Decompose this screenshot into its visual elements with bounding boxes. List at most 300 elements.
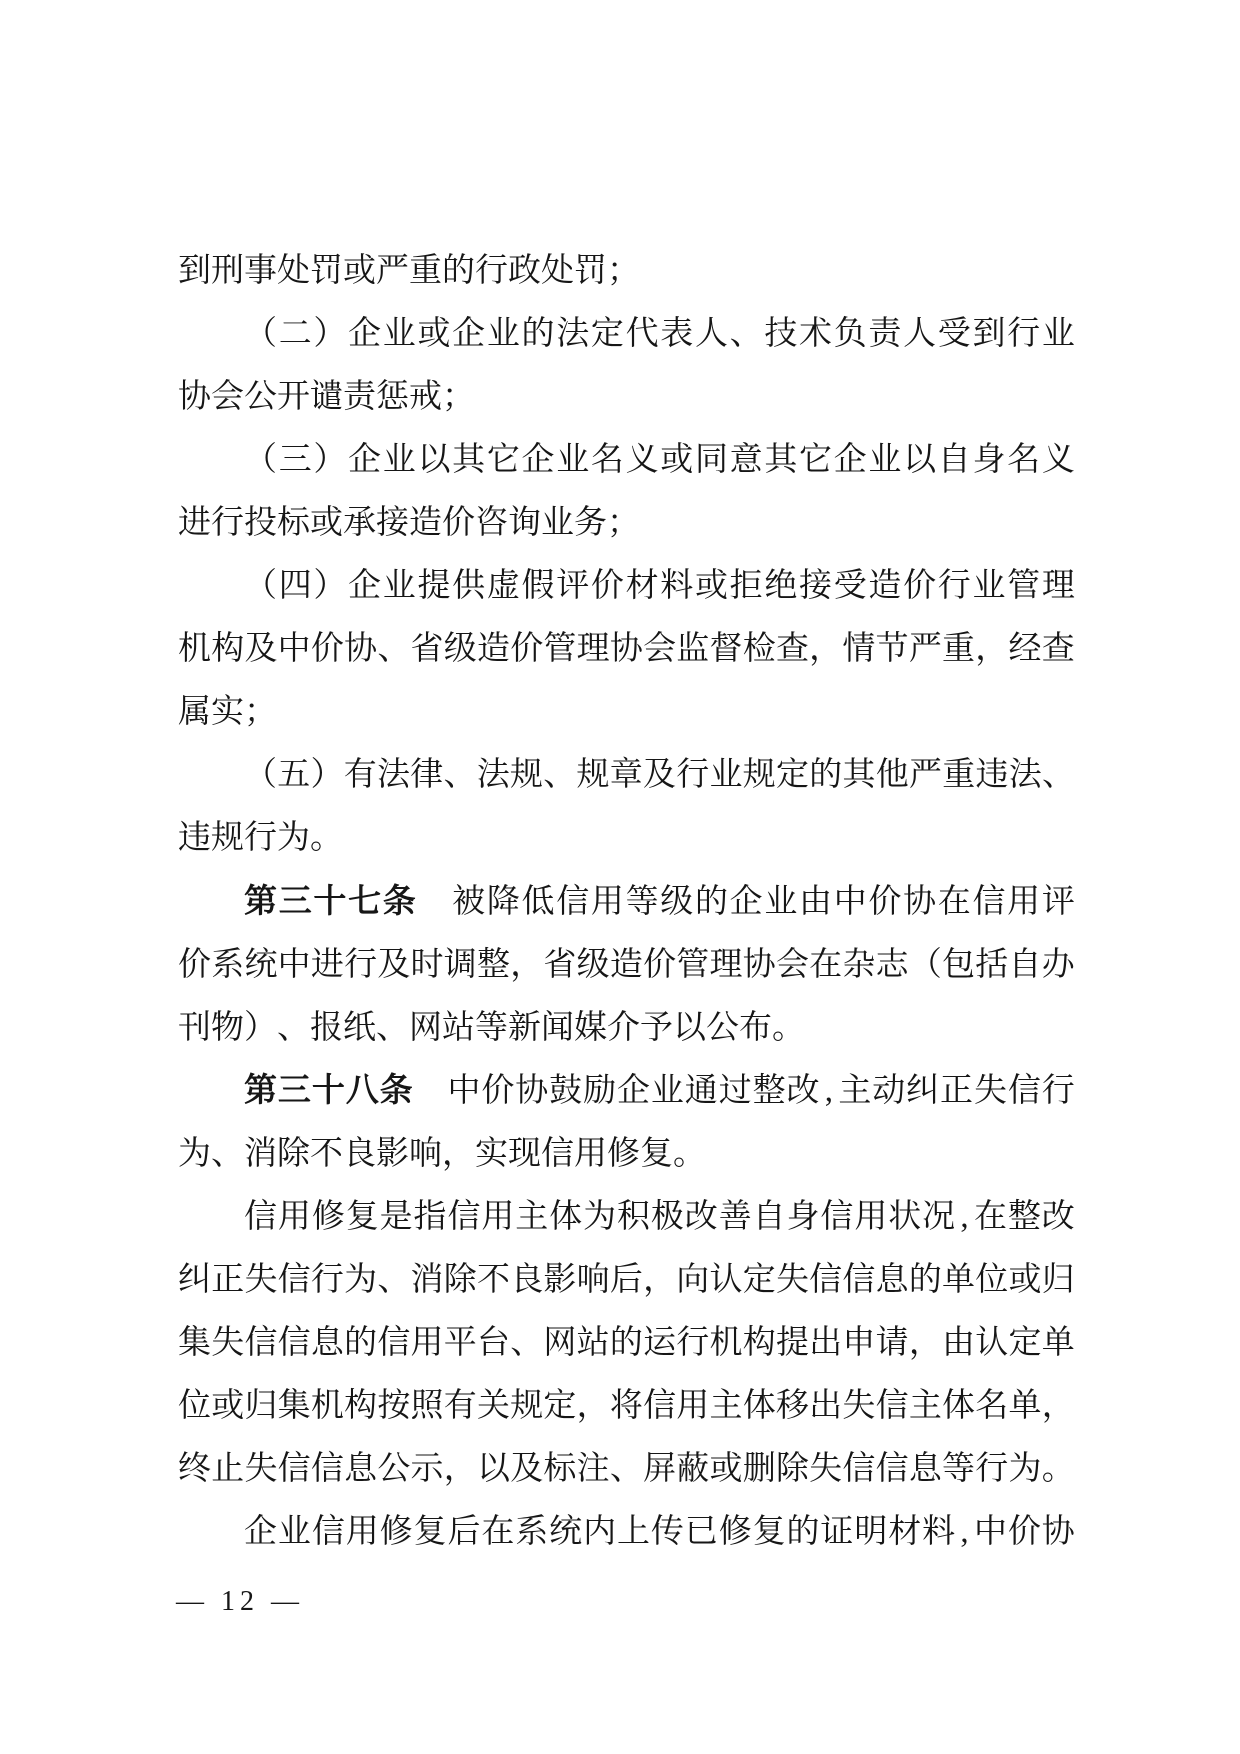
glyph: 或 [211,1388,245,1425]
glyph: 为 [344,1262,378,1299]
glyph: 整 [1007,1198,1041,1235]
glyph: 信 [541,1135,574,1172]
glyph: 善 [718,1198,752,1235]
glyph: 在 [809,946,843,983]
glyph: 意 [729,441,763,478]
glyph: 行 [475,252,508,289]
glyph: 或 [310,504,343,541]
glyph: 失 [244,1262,278,1299]
glyph: 或 [660,441,694,478]
glyph: 管 [1007,568,1041,605]
glyph: 实 [211,694,244,731]
glyph: （ [244,757,277,794]
glyph: 指 [413,1198,447,1235]
glyph: 人 [694,315,728,352]
glyph: 材 [888,1514,922,1551]
glyph: 站 [576,1325,610,1362]
glyph: 失 [973,1072,1007,1109]
glyph: 布 [739,1009,772,1046]
glyph: 影 [543,1262,577,1299]
glyph: 构 [344,1388,378,1425]
glyph: 属 [178,694,211,731]
glyph: 法 [556,315,590,352]
glyph: 位 [975,1262,1009,1299]
glyph: 业 [486,315,520,352]
glyph: 况 [922,1198,956,1235]
text-line [178,1123,1075,1186]
glyph: 信 [972,883,1006,920]
glyph: 删 [742,1451,776,1488]
glyph: 或 [417,315,451,352]
glyph: 身 [972,441,1006,478]
glyph: 改 [786,1072,820,1109]
text-line [178,997,1075,1060]
glyph: 事 [244,252,277,289]
glyph: 被 [452,883,486,920]
glyph: 良 [510,1262,544,1299]
glyph: 以 [476,1451,510,1488]
glyph [414,1073,447,1111]
glyph: 进 [178,504,211,541]
glyph: 理 [1041,568,1075,605]
glyph: 刊 [178,1009,211,1046]
text-line [178,745,1075,808]
glyph: 的 [521,315,555,352]
glyph: 律 [410,757,444,794]
glyph: 后 [609,1262,643,1299]
document-text [178,240,1075,1565]
glyph: 现 [508,1135,541,1172]
glyph: 止 [211,1451,245,1488]
glyph: 进 [310,946,344,983]
glyph: 十 [313,883,347,920]
glyph: 术 [799,315,832,352]
glyph: 报 [310,1009,343,1046]
glyph: 罚 [310,252,343,289]
glyph: 业 [709,757,743,794]
glyph: 供 [452,568,486,605]
glyph: 、 [729,315,763,352]
glyph: 他 [875,757,909,794]
glyph: 它 [799,441,832,478]
glyph: 业 [382,568,416,605]
glyph: 协 [515,1072,549,1109]
glyph: , [960,1198,969,1235]
glyph: 用 [345,1514,379,1551]
glyph: 影 [376,1135,409,1172]
glyph: 价 [310,631,344,668]
glyph: 修 [311,1198,345,1235]
glyph: 办 [1041,946,1075,983]
glyph: 构 [211,631,245,668]
glyph: 理 [709,946,743,983]
glyph: 自 [752,1198,786,1235]
glyph: 失 [244,1451,278,1488]
glyph: 关 [476,1388,510,1425]
glyph: 良 [343,1135,376,1172]
glyph: 、 [277,1009,310,1046]
glyph: 认 [975,1325,1009,1362]
glyph: 企 [348,315,382,352]
glyph: 为 [1008,1451,1042,1488]
glyph: 申 [842,1325,876,1362]
glyph: 定 [742,1262,776,1299]
glyph: 用 [574,1135,607,1172]
glyph: 行 [937,568,971,605]
glyph: 省 [410,631,444,668]
glyph: 刑 [211,252,244,289]
glyph: 开 [277,378,310,415]
glyph: 代 [625,315,659,352]
glyph: 会 [643,631,677,668]
glyph: 过 [718,1072,752,1109]
glyph: 三 [278,883,312,920]
glyph: 省 [543,946,577,983]
glyph: 等 [475,1009,508,1046]
glyph: 息 [310,1325,344,1362]
glyph: 七 [348,883,382,920]
glyph: 正 [211,1262,245,1299]
glyph: 网 [543,1325,577,1362]
glyph: 志 [875,946,909,983]
text-line [178,808,1075,871]
glyph: 务 [574,504,607,541]
glyph: 业 [764,883,798,920]
glyph: （ [244,441,277,478]
text-line [178,1376,1075,1439]
glyph: 违 [178,820,211,857]
glyph: 情 [842,631,876,668]
glyph: 示 [410,1451,444,1488]
glyph: 。 [673,1135,706,1172]
glyph: 纠 [906,1072,940,1109]
glyph: 责 [343,378,376,415]
glyph: 惩 [376,378,409,415]
glyph: 主 [838,1072,872,1109]
glyph: 信 [556,883,590,920]
glyph: 的 [609,1325,643,1362]
glyph: 企 [348,441,382,478]
glyph: 信 [244,1198,277,1235]
glyph: 复 [752,1514,786,1551]
glyph: ， [510,946,544,983]
glyph: 屏 [643,1451,677,1488]
glyph: 或 [1008,1262,1042,1299]
glyph: 不 [310,1135,343,1172]
glyph: 同 [694,441,728,478]
glyph: 行 [676,1325,710,1362]
glyph: 通 [684,1072,718,1109]
glyph: 谴 [310,378,343,415]
glyph: 消 [410,1262,444,1299]
glyph: 价 [643,946,677,983]
glyph: 行 [344,946,378,983]
glyph: 主 [908,1388,942,1425]
page-footer [176,1580,304,1624]
glyph: （ [908,946,942,983]
glyph: 定 [590,315,624,352]
glyph: 用 [676,1388,710,1425]
glyph: 第 [244,883,277,920]
glyph: 提 [775,1325,809,1362]
glyph: 虚 [486,568,520,605]
glyph: ， [443,1451,477,1488]
glyph: 自 [937,441,971,478]
glyph: 法 [377,757,410,794]
glyph: 价 [481,1072,515,1109]
glyph: 行 [310,1262,344,1299]
glyph: 价 [903,568,937,605]
glyph: 信 [842,1451,876,1488]
glyph: 级 [443,631,477,668]
glyph: 价 [1007,1514,1041,1551]
glyph: 或 [694,568,728,605]
glyph: 证 [820,1514,854,1551]
glyph: 明 [854,1514,888,1551]
glyph: 第 [244,1072,277,1109]
glyph: ） [313,568,347,605]
glyph: 、 [376,1009,409,1046]
glyph: 消 [244,1135,277,1172]
glyph: 用 [481,1198,515,1235]
glyph: 动 [872,1072,906,1109]
glyph: 价 [442,504,475,541]
glyph: 复 [640,1135,673,1172]
glyph: 中 [447,1072,481,1109]
glyph: 站 [442,1009,475,1046]
glyph: 十 [311,1072,345,1109]
glyph: 用 [590,883,624,920]
glyph: 息 [875,1262,909,1299]
glyph: 经 [1008,631,1042,668]
text-line [178,429,1075,492]
glyph: 负 [833,315,867,352]
glyph: 行 [676,757,710,794]
glyph: 励 [583,1072,617,1109]
glyph: 规 [510,1388,544,1425]
glyph: 、 [377,1262,411,1299]
glyph: 主 [515,1198,549,1235]
page-number: — 12 — [176,1586,304,1617]
glyph: 或 [343,252,376,289]
glyph: 信 [310,1451,344,1488]
glyph: 三 [277,1072,311,1109]
glyph: 内 [583,1514,617,1551]
glyph: 运 [643,1325,677,1362]
text-line [178,1313,1075,1376]
glyph: , [824,1072,834,1109]
glyph: 杂 [842,946,876,983]
glyph: 系 [211,946,245,983]
glyph: 括 [975,946,1009,983]
glyph: 询 [508,504,541,541]
glyph: 体 [549,1198,583,1235]
glyph: 认 [709,1262,743,1299]
glyph: 的 [786,1514,820,1551]
glyph: 人 [903,315,937,352]
glyph: 业 [1041,315,1075,352]
glyph: 机 [709,1325,743,1362]
glyph: 企 [616,1072,650,1109]
glyph: 章 [609,757,643,794]
glyph: 材 [625,568,659,605]
glyph: 行 [244,820,277,857]
glyph: 台 [476,1325,510,1362]
glyph: 位 [178,1388,211,1425]
glyph: 料 [922,1514,956,1551]
glyph: 节 [875,631,909,668]
glyph: 或 [709,1451,743,1488]
glyph: 息 [344,1451,378,1488]
glyph: 业 [650,1072,684,1109]
glyph: 行 [975,1451,1009,1488]
glyph: 整 [752,1072,786,1109]
glyph: 定 [1008,1325,1042,1362]
glyph: 其 [842,757,876,794]
glyph: 为 [583,1198,617,1235]
glyph: 失 [809,1451,843,1488]
glyph: 集 [277,1388,311,1425]
glyph: 业 [277,1514,311,1551]
glyph: 企 [729,883,763,920]
glyph: 三 [278,441,312,478]
glyph: 到 [972,315,1006,352]
glyph: 等 [942,1451,976,1488]
glyph: 复 [345,1198,379,1235]
glyph: 用 [1007,883,1041,920]
glyph: 规 [211,820,244,857]
text-line [178,1060,1075,1123]
glyph: 网 [409,1009,442,1046]
glyph: 信 [875,1388,909,1425]
glyph: 有 [443,1388,477,1425]
glyph: 物 [211,1009,244,1046]
glyph: 假 [521,568,555,605]
text-line [178,682,1075,745]
glyph: 会 [211,378,244,415]
glyph: 中 [833,883,867,920]
glyph: 除 [775,1451,809,1488]
glyph: 规 [510,757,543,794]
glyph: ； [607,504,640,541]
glyph: 行 [211,504,244,541]
glyph: 降 [486,883,520,920]
glyph: 业 [382,315,416,352]
glyph: 法 [476,757,510,794]
text-line [178,492,1075,555]
text-line [178,1250,1075,1313]
glyph: 二 [278,315,312,352]
glyph: 戒 [409,378,442,415]
glyph: 自 [1008,946,1042,983]
glyph: 低 [521,883,555,920]
glyph: 咨 [475,504,508,541]
text-line [178,871,1075,934]
glyph: 响 [576,1262,610,1299]
glyph: 、 [211,1135,244,1172]
glyph: 法 [1008,757,1042,794]
glyph: 的 [442,252,475,289]
glyph: 名 [1007,441,1041,478]
glyph: 企 [244,1514,277,1551]
glyph: 企 [452,315,486,352]
glyph: 体 [942,1388,976,1425]
glyph: 移 [775,1388,809,1425]
glyph: 罚 [574,252,607,289]
glyph: 造 [476,631,510,668]
glyph: 信 [809,1262,843,1299]
glyph: 信 [277,1325,311,1362]
glyph: 信 [875,1451,909,1488]
glyph: 监 [676,631,710,668]
glyph: 蔽 [676,1451,710,1488]
glyph: 请 [875,1325,909,1362]
glyph: 新 [508,1009,541,1046]
glyph: 失 [842,1388,876,1425]
glyph: 的 [809,757,843,794]
glyph: 定 [543,1388,577,1425]
text-line [178,1186,1075,1249]
glyph: 调 [443,946,477,983]
glyph: 是 [379,1198,413,1235]
glyph: ） [244,1009,277,1046]
glyph: 用 [277,1198,311,1235]
glyph: 除 [277,1135,310,1172]
glyph: 协 [344,631,378,668]
glyph: 理 [576,631,610,668]
glyph: 业 [556,441,590,478]
glyph: 实 [475,1135,508,1172]
glyph: 技 [764,315,798,352]
glyph: 介 [607,1009,640,1046]
glyph: 身 [786,1198,820,1235]
glyph: 受 [937,315,971,352]
glyph: 单 [942,1262,976,1299]
glyph: 除 [443,1262,477,1299]
glyph: 注 [576,1451,610,1488]
glyph: 信 [1007,1072,1041,1109]
glyph: 后 [447,1514,481,1551]
glyph: （ [244,568,277,605]
glyph: 由 [799,883,832,920]
glyph: 平 [443,1325,477,1362]
glyph: 改 [684,1198,718,1235]
glyph: 价 [590,568,624,605]
glyph: 行 [1041,1072,1075,1109]
glyph: 企 [521,441,555,478]
glyph: 机 [178,631,211,668]
glyph: 信 [842,1262,876,1299]
glyph: 其 [452,441,486,478]
glyph: 闻 [541,1009,574,1046]
glyph: 定 [776,757,809,794]
glyph: 在 [937,883,971,920]
text-line [178,555,1075,618]
glyph: 出 [809,1325,843,1362]
glyph: 以 [673,1009,706,1046]
glyph: 为 [277,820,310,857]
glyph: 重 [409,252,442,289]
glyph: ， [442,1135,475,1172]
glyph: 系 [515,1514,549,1551]
glyph: 信 [277,1262,311,1299]
glyph: 的 [344,1325,378,1362]
glyph: 失 [775,1262,809,1299]
glyph: 有 [343,757,377,794]
glyph: 投 [244,504,277,541]
glyph: 处 [277,252,310,289]
glyph: 等 [625,883,659,920]
